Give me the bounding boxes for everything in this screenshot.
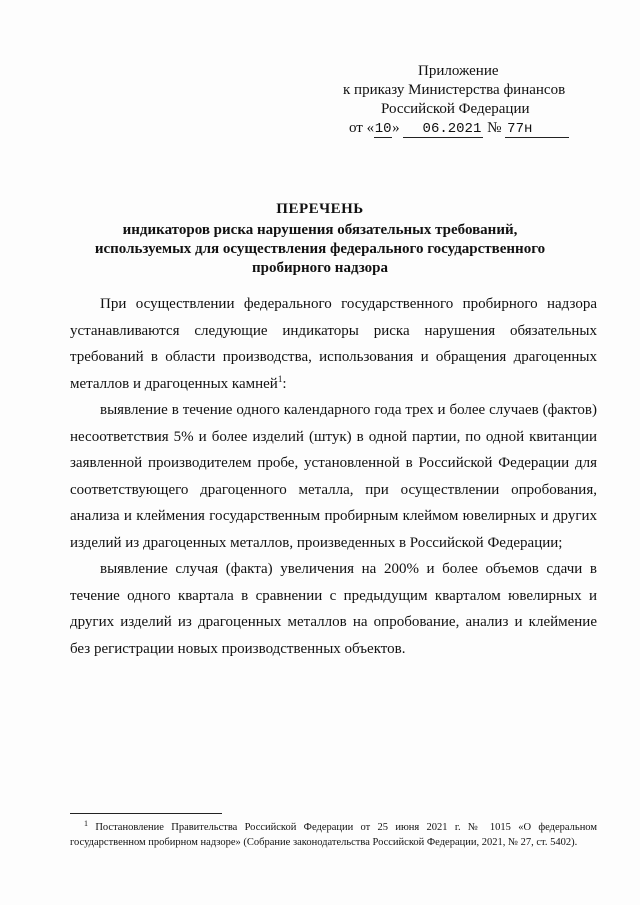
footnote-text: Постановление Правительства Российской Федерации от 25 июня 2021 г. № 1015 «О федеральном государственном пробирном надзоре» (Собрание законодательства Российской Федерации, 2021, № 27, ст. 5402).: [70, 822, 598, 848]
appendix-order-ref: к приказу Министерства финансов: [343, 82, 566, 98]
footnote-reference: 1: [277, 373, 283, 384]
intro-colon: :: [282, 375, 287, 392]
indicator-item-1: выявление в течение одного календарного года трех и более случаев (фактов) несоответствия 5% и более изделий (штук) в одной партии, по одной квитанции заявленной производителем пробе, установленной в Российской Федерации для соответствующего драгоценного металла, при осуществлении опробования, анализа и клеймения государственным пробирным клеймом ювелирных и других изделий из драгоценных металлов, произведенных в Российской Федерации;: [70, 402, 597, 551]
footnote-divider: [70, 813, 222, 814]
title-line-2: используемых для осуществления федерального государственного: [94, 241, 546, 257]
footnote-mark: 1: [84, 819, 88, 828]
order-day: 10: [374, 121, 392, 137]
date-prefix: от «: [349, 120, 375, 136]
title-line-3: пробирного надзора: [252, 260, 388, 276]
number-sign: №: [487, 120, 502, 136]
date-quote-close: »: [392, 120, 400, 136]
title-line-1: индикаторов риска нарушения обязательных требований,: [122, 222, 518, 238]
appendix-country: Российской Федерации: [381, 101, 530, 117]
appendix-header: [330, 62, 590, 138]
title-heading: ПЕРЕЧЕНЬ: [276, 201, 364, 217]
document-title: [60, 200, 580, 278]
order-number: 77н: [505, 122, 569, 138]
order-month-year: 06.2021: [403, 122, 483, 138]
indicator-item-2: выявление случая (факта) увеличения на 200% и более объемов сдачи в течение одного квартала в сравнении с предыдущим кварталом ювелирных и других изделий из драгоценных металлов на опробование, анализ и клеймение без регистрации новых производственных объектов.: [70, 561, 597, 657]
intro-text: При осуществлении федерального государственного пробирного надзора устанавливаются следующие индикаторы риска нарушения обязательных требований в области производства, использования и обращения драгоценных металлов и драгоценных камней: [70, 296, 597, 392]
intro-paragraph: [70, 291, 597, 397]
footnote: [70, 820, 597, 850]
appendix-date-number: [330, 119, 590, 138]
appendix-title: Приложение: [418, 63, 499, 79]
document-body: [70, 291, 597, 662]
